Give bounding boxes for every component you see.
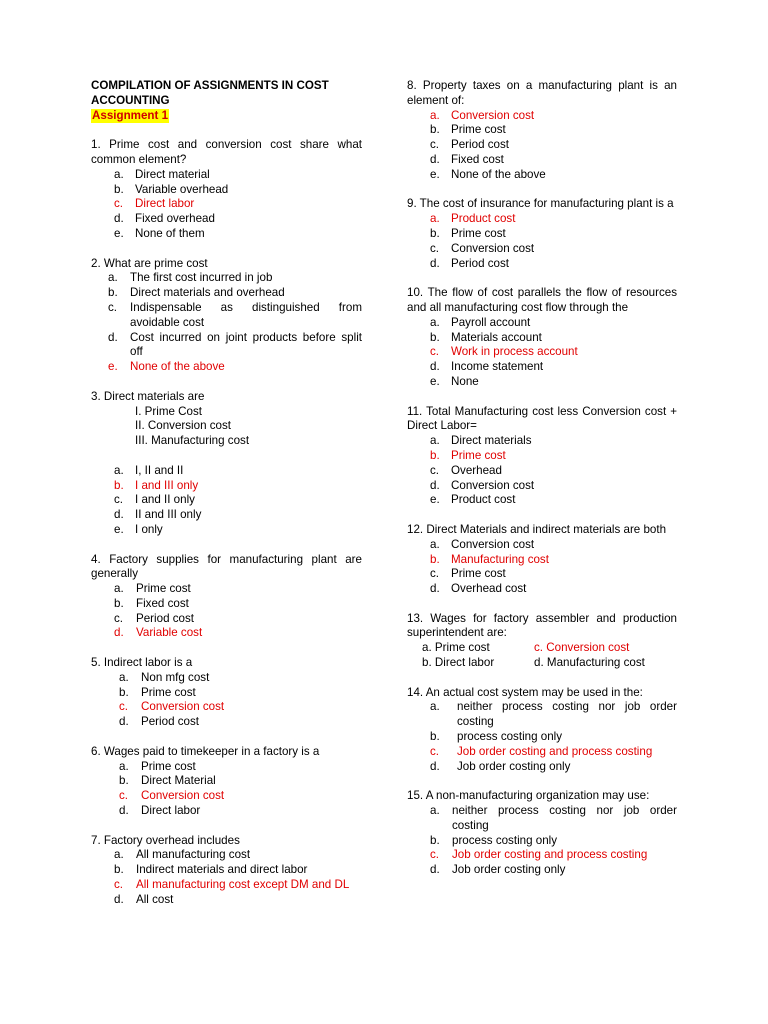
option-text: None of the above <box>451 167 546 181</box>
option-text: None of them <box>135 226 205 240</box>
option-letter: c. <box>119 700 129 714</box>
option-text: process costing only <box>457 730 563 744</box>
option <box>91 464 362 479</box>
option-letter: b. <box>119 774 129 788</box>
option-text: Product cost <box>451 212 516 226</box>
statement-item: III. Manufacturing cost <box>135 434 250 448</box>
option <box>407 123 677 138</box>
option <box>422 656 534 671</box>
option-text: Prime cost <box>451 123 506 137</box>
question-block <box>407 79 677 183</box>
option-text: Fixed overhead <box>135 212 215 226</box>
option-letter: c. <box>114 197 124 211</box>
option-text: II and III only <box>135 508 202 522</box>
left-column <box>91 79 362 908</box>
option-text: Job order costing and process costing <box>457 744 653 758</box>
option-text: Job order costing only <box>457 759 571 773</box>
option-correct <box>91 479 362 494</box>
option-text: Indispensable as distinguished from avoidable cost <box>130 300 362 329</box>
option-correct <box>91 789 362 804</box>
option-text: Period cost <box>141 715 199 729</box>
option <box>407 804 677 834</box>
option-letter: d. <box>114 212 124 226</box>
option-correct <box>534 641 664 656</box>
option <box>407 138 677 153</box>
option-text: Conversion cost <box>141 700 225 714</box>
question-stem: 6. Wages paid to timekeeper in a factory is a <box>91 744 320 758</box>
option <box>407 316 677 331</box>
option-text: Manufacturing cost <box>546 656 645 670</box>
option-text: Manufacturing cost <box>451 552 549 566</box>
option-letter: a. <box>430 212 440 226</box>
option-letter: c. <box>430 241 440 255</box>
option-text: Product cost <box>451 493 516 507</box>
option-letter: c. <box>119 789 129 803</box>
option-text: Conversion cost <box>451 241 535 255</box>
option <box>91 493 362 508</box>
option-text: Conversion cost <box>546 641 630 655</box>
question-stem: 7. Factory overhead includes <box>91 833 240 847</box>
option-text: Prime cost <box>434 641 490 655</box>
option-letter: b. <box>114 478 124 492</box>
question-block <box>91 745 362 819</box>
option-text: Job order costing only <box>452 863 566 877</box>
option-text: Period cost <box>136 611 194 625</box>
option-correct <box>407 745 677 760</box>
option-letter: d. <box>114 626 124 640</box>
option-letter: a. <box>119 759 129 773</box>
option-text: neither process costing nor job order costing <box>452 804 677 832</box>
option-letter: d. <box>119 804 129 818</box>
option <box>91 582 362 597</box>
option <box>407 479 677 494</box>
option-letter: b. <box>430 226 440 240</box>
statement-list <box>91 405 362 449</box>
question-stem: 10. The flow of cost parallels the flow of resources and all manufacturing cost flow through the <box>407 286 677 314</box>
assignment-label: Assignment 1 <box>92 108 169 122</box>
option-letter: c. <box>430 848 440 862</box>
option-text: Direct materials <box>451 434 532 448</box>
option-text: Prime cost <box>141 685 196 699</box>
left-questions <box>91 138 362 907</box>
option <box>407 257 677 272</box>
question-stem: 8. Property taxes on a manufacturing plant is an element of: <box>407 79 677 107</box>
option <box>407 242 677 257</box>
option-letter: d. <box>430 863 440 877</box>
option <box>91 686 362 701</box>
option-text: neither process costing nor job order costing <box>457 700 677 729</box>
option-letter: a. <box>119 670 129 684</box>
option-grid <box>407 641 677 671</box>
option-text: Non mfg cost <box>141 670 210 684</box>
option-text: I and III only <box>135 478 199 492</box>
question-stem: 5. Indirect labor is a <box>91 656 193 670</box>
question-block <box>407 612 677 671</box>
option <box>407 567 677 582</box>
question-stem: 4. Factory supplies for manufacturing plant are generally <box>91 552 362 581</box>
option-text: Period cost <box>451 256 509 270</box>
option <box>91 893 362 908</box>
option <box>91 183 362 198</box>
option-text: Prime cost <box>451 448 506 462</box>
option-correct <box>407 449 677 464</box>
question-stem: 15. A non-manufacturing organization may use: <box>407 789 650 803</box>
option-letter: a. <box>108 271 118 285</box>
document-title: COMPILATION OF ASSIGNMENTS IN COST ACCOUNTING <box>91 79 329 107</box>
option-letter: e. <box>430 167 440 181</box>
option-text: Overhead <box>451 463 502 477</box>
option <box>91 331 362 361</box>
option-letter: d. <box>430 582 440 596</box>
option <box>91 774 362 789</box>
option <box>91 848 362 863</box>
option-text: Direct labor <box>141 804 201 818</box>
option-text: Prime cost <box>451 226 506 240</box>
question-stem: 12. Direct Materials and indirect materials are both <box>407 522 667 536</box>
option-letter: c. <box>114 611 124 625</box>
option-letter: d. <box>119 715 129 729</box>
question-block <box>91 553 362 642</box>
option-text: Direct Material <box>141 774 216 788</box>
option-text: Cost incurred on joint products before split off <box>130 330 362 359</box>
option-text: Variable overhead <box>135 182 229 196</box>
option-letter: a. <box>114 167 124 181</box>
question-block <box>91 390 362 538</box>
option-text: All cost <box>136 892 174 906</box>
option-letter: e. <box>108 360 118 374</box>
option-letter: a. <box>422 641 432 655</box>
option-letter: a. <box>114 463 124 477</box>
option-letter: d. <box>108 330 118 344</box>
option <box>91 301 362 331</box>
option <box>407 700 677 730</box>
option-letter: d. <box>430 360 440 374</box>
question-block <box>407 405 677 509</box>
option-letter: a. <box>430 434 440 448</box>
option-letter: b. <box>430 833 440 847</box>
option-letter: a. <box>430 700 440 714</box>
option-text: Job order costing and process costing <box>452 848 648 862</box>
option-letter: b. <box>430 730 440 744</box>
option-letter: b. <box>430 123 440 137</box>
question-stem: 14. An actual cost system may be used in the: <box>407 685 643 699</box>
option-text: Prime cost <box>451 567 506 581</box>
option-correct <box>407 212 677 227</box>
option <box>91 271 362 286</box>
option-letter: b. <box>422 656 432 670</box>
option-correct <box>407 553 677 568</box>
right-questions <box>407 79 677 878</box>
option-letter: d. <box>430 152 440 166</box>
option <box>91 760 362 775</box>
question-block <box>91 656 362 730</box>
question-block <box>91 834 362 908</box>
option <box>422 641 534 656</box>
option-text: Fixed cost <box>451 152 504 166</box>
option <box>407 331 677 346</box>
option-text: I, II and II <box>135 463 184 477</box>
option <box>407 730 677 745</box>
option-letter: e. <box>430 374 440 388</box>
option-letter: d. <box>430 759 440 773</box>
option-letter: c. <box>430 138 440 152</box>
option-text: Period cost <box>451 138 509 152</box>
option-letter: c. <box>114 878 124 892</box>
option-letter: d. <box>534 656 544 670</box>
question-stem: 1. Prime cost and conversion cost share what common element? <box>91 138 362 166</box>
statement-item: II. Conversion cost <box>135 419 232 433</box>
option-text: Direct materials and overhead <box>130 286 285 300</box>
option <box>534 656 664 671</box>
option-letter: d. <box>114 508 124 522</box>
option <box>407 434 677 449</box>
option-letter: d. <box>430 478 440 492</box>
option <box>407 760 677 775</box>
option-text: All manufacturing cost <box>136 848 251 862</box>
option-letter: a. <box>430 315 440 329</box>
option <box>91 597 362 612</box>
option <box>407 464 677 479</box>
option-text: process costing only <box>452 833 558 847</box>
option-correct <box>407 109 677 124</box>
option-letter: b. <box>114 863 124 877</box>
question-block <box>407 197 677 271</box>
option-letter: a. <box>114 848 124 862</box>
option-text: I only <box>135 522 163 536</box>
option-letter: c. <box>430 345 440 359</box>
right-column <box>407 79 677 878</box>
option-text: Conversion cost <box>451 108 535 122</box>
option-letter: e. <box>114 226 124 240</box>
option-letter: c. <box>114 493 124 507</box>
option <box>91 612 362 627</box>
option <box>91 508 362 523</box>
option <box>91 715 362 730</box>
question-block <box>407 789 677 878</box>
option-text: Direct material <box>135 167 210 181</box>
option-text: All manufacturing cost except DM and DL <box>136 878 350 892</box>
option-text: None of the above <box>130 360 225 374</box>
option-text: None <box>451 374 479 388</box>
option-letter: d. <box>430 256 440 270</box>
option <box>407 375 677 390</box>
option-letter: b. <box>119 685 129 699</box>
question-stem: 9. The cost of insurance for manufacturing plant is a <box>407 197 674 211</box>
option <box>407 863 677 878</box>
option <box>407 538 677 553</box>
question-stem: 3. Direct materials are <box>91 389 205 403</box>
option-text: Income statement <box>451 360 544 374</box>
option-letter: a. <box>430 108 440 122</box>
option-text: Variable cost <box>136 626 203 640</box>
option-correct <box>91 878 362 893</box>
option-correct <box>407 848 677 863</box>
option-letter: a. <box>430 537 440 551</box>
option-text: Direct labor <box>434 656 495 670</box>
option <box>407 168 677 183</box>
option-letter: b. <box>430 552 440 566</box>
option-text: Indirect materials and direct labor <box>136 863 308 877</box>
option-text: Work in process account <box>451 345 578 359</box>
question-stem: 11. Total Manufacturing cost less Conversion cost + Direct Labor= <box>407 404 677 433</box>
option <box>91 523 362 538</box>
option <box>407 493 677 508</box>
option <box>91 863 362 878</box>
option-letter: b. <box>114 182 124 196</box>
option-correct <box>407 345 677 360</box>
option-text: Materials account <box>451 330 542 344</box>
option-correct <box>91 197 362 212</box>
option-letter: c. <box>430 567 440 581</box>
option-letter: b. <box>430 330 440 344</box>
option-letter: a. <box>430 804 440 818</box>
question-stem: 13. Wages for factory assembler and production superintendent are: <box>407 611 677 640</box>
option-text: Conversion cost <box>451 478 535 492</box>
option-correct <box>91 626 362 641</box>
option-text: Conversion cost <box>451 537 535 551</box>
option <box>91 227 362 242</box>
option-text: Fixed cost <box>136 596 189 610</box>
option <box>407 834 677 849</box>
option <box>407 153 677 168</box>
option-letter: b. <box>108 286 118 300</box>
option <box>91 212 362 227</box>
option <box>407 582 677 597</box>
option-letter: e. <box>430 493 440 507</box>
option-text: Direct labor <box>135 197 195 211</box>
option-letter: b. <box>114 596 124 610</box>
option-correct <box>91 360 362 375</box>
question-block <box>91 257 362 375</box>
option <box>91 286 362 301</box>
question-block <box>407 286 677 390</box>
question-block <box>407 523 677 597</box>
option <box>91 804 362 819</box>
option-text: The first cost incurred in job <box>130 271 273 285</box>
option-letter: c. <box>108 300 118 314</box>
option-letter: d. <box>114 892 124 906</box>
option <box>91 168 362 183</box>
option-letter: a. <box>114 582 124 596</box>
option-letter: c. <box>534 641 544 655</box>
option <box>407 227 677 242</box>
option-text: I and II only <box>135 493 195 507</box>
option-text: Overhead cost <box>451 582 527 596</box>
option-correct <box>91 700 362 715</box>
statement-item: I. Prime Cost <box>135 404 202 418</box>
option <box>91 671 362 686</box>
option-text: Payroll account <box>451 315 531 329</box>
option-text: Prime cost <box>136 582 191 596</box>
question-block <box>91 138 362 242</box>
option-letter: b. <box>430 448 440 462</box>
question-stem: 2. What are prime cost <box>91 256 208 270</box>
option-letter: c. <box>430 744 440 758</box>
option-text: Prime cost <box>141 759 196 773</box>
option-letter: e. <box>114 522 124 536</box>
option-letter: c. <box>430 463 440 477</box>
option-text: Conversion cost <box>141 789 225 803</box>
option <box>407 360 677 375</box>
question-block <box>407 686 677 775</box>
